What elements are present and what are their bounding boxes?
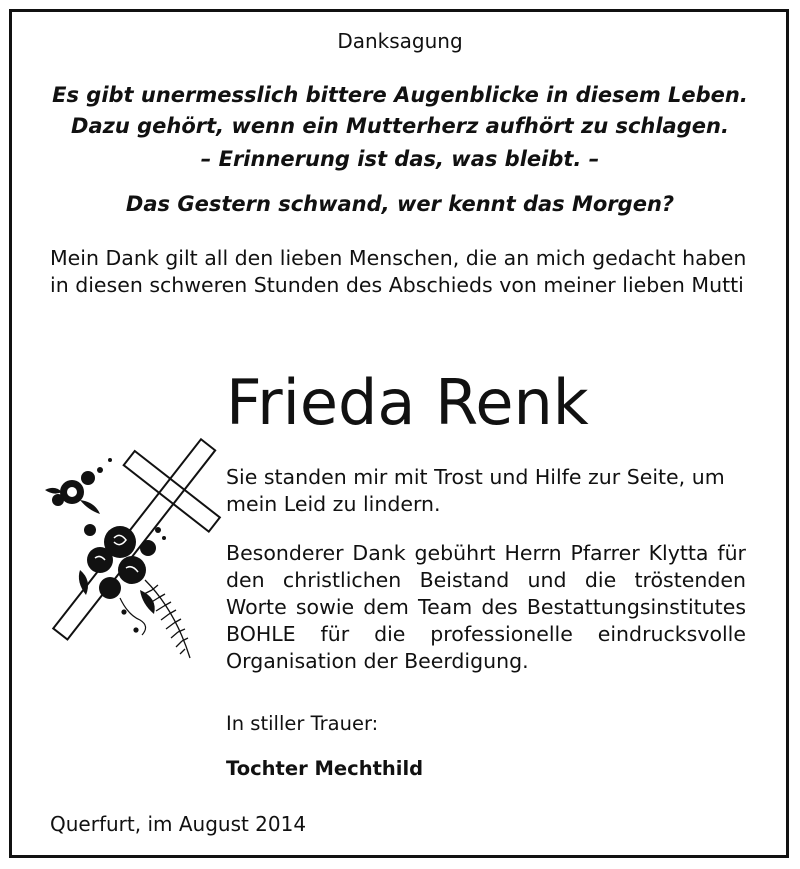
thanks-paragraph-2: Besonderer Dank gebührt Herrn Pfarrer Klytta für den christlichen Beistand und die tröstenden Worte sowie dem Team des Bestattungsinstitutes BOHLE für die professionelle eindrucksvolle Organisation der Beerdigung. — [226, 541, 746, 673]
quote-line-1: Es gibt unermesslich bittere Augenblicke in diesem Leben. Dazu gehört, wenn ein Mutterherz aufhört zu schlagen. — [52, 83, 748, 138]
intro-text: Mein Dank gilt all den lieben Menschen, die an mich gedacht haben in diesen schweren Stunden des Abschieds von meiner lieben Mutti — [50, 246, 747, 297]
place-and-date: Querfurt, im August 2014 — [50, 812, 307, 836]
signature-name: Tochter Mechthild — [226, 757, 424, 780]
thanks-paragraph-1: Sie standen mir mit Trost und Hilfe zur Seite, um mein Leid zu lindern. — [226, 465, 725, 516]
signature-label: In stiller Trauer: — [226, 712, 379, 735]
notice-heading: Danksagung — [337, 29, 463, 53]
cross-with-roses-icon — [40, 430, 225, 665]
quote-line-4: Das Gestern schwand, wer kennt das Morgen? — [125, 192, 675, 216]
quote-line-3: – Erinnerung ist das, was bleibt. – — [200, 147, 600, 171]
deceased-name: Frieda Renk — [226, 366, 589, 439]
